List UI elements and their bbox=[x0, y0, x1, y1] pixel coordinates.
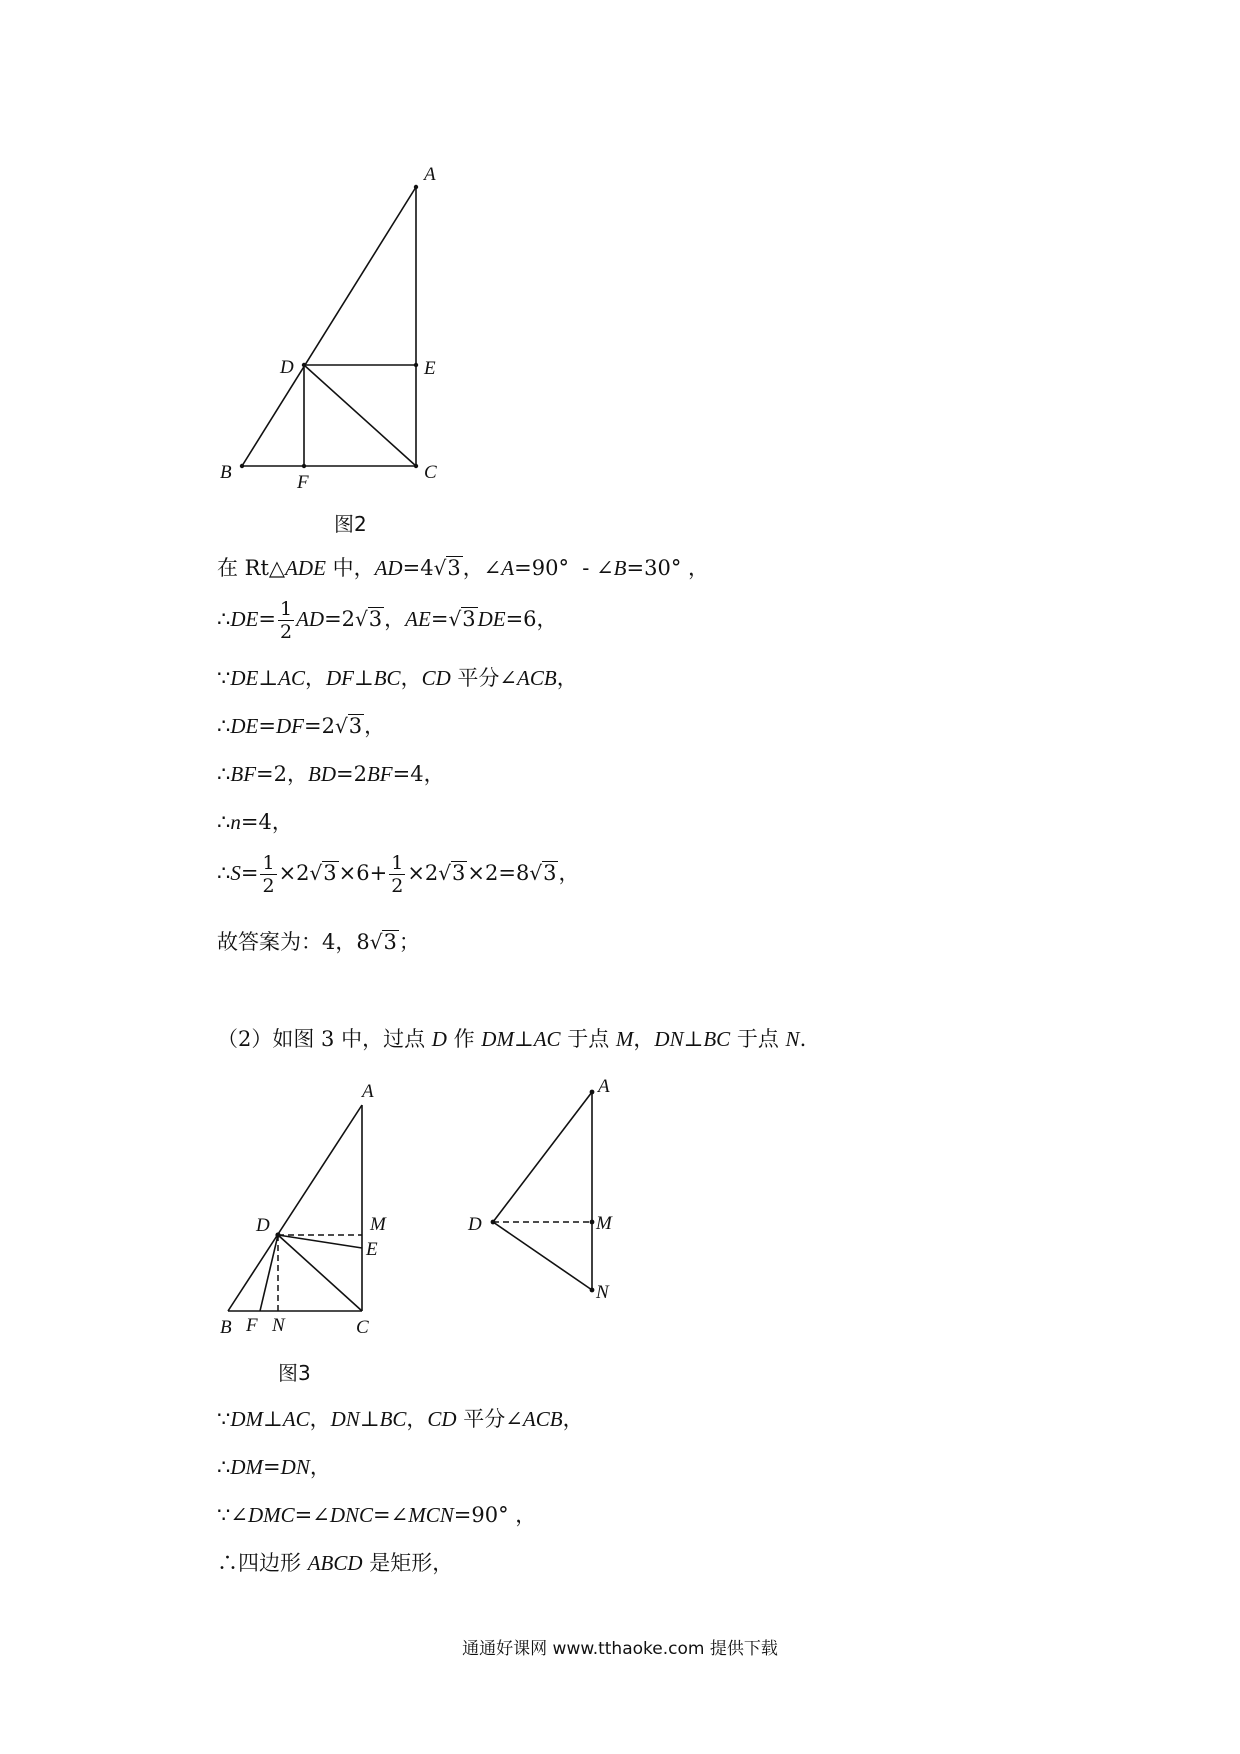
label-E: E bbox=[424, 358, 436, 379]
solution-line-1: 在 Rt△ADE 中，AD=4√3，∠A=90° - ∠B=30° ， bbox=[217, 556, 709, 580]
label-D: D bbox=[256, 1215, 270, 1236]
solution-line-7: ∴S= $\frac{1}{2}$ ×2√3×6+ $\frac{1}{2}$ ×2√3×2=8√3， bbox=[217, 852, 580, 897]
label-M: M bbox=[370, 1214, 386, 1235]
solution2-line-2: ∴DM=DN， bbox=[217, 1455, 331, 1479]
label-F: F bbox=[297, 472, 309, 493]
solution-line-5: ∴BF=2，BD=2BF=4， bbox=[217, 762, 445, 786]
label-B: B bbox=[220, 462, 232, 483]
label-E: E bbox=[366, 1239, 378, 1260]
solution2-line-4: ∴四边形 ABCD 是矩形， bbox=[217, 1551, 454, 1575]
solution-line-2: ∴DE= $\frac{1}{2}$ AD=2√3，AE=√3DE=6， bbox=[217, 598, 558, 643]
label-N: N bbox=[596, 1282, 609, 1303]
solution-line-6: ∴n=4， bbox=[217, 810, 293, 834]
label-M: M bbox=[596, 1213, 612, 1234]
solution-line-3: ∵DE⊥AC，DF⊥BC，CD 平分∠ACB， bbox=[217, 666, 578, 690]
label-B: B bbox=[220, 1317, 232, 1338]
label-A: A bbox=[362, 1081, 374, 1102]
label-N: N bbox=[272, 1315, 285, 1336]
figure-3-left bbox=[210, 1075, 410, 1345]
label-D: D bbox=[280, 357, 294, 378]
solution-line-8: 故答案为：4，8√3； bbox=[217, 930, 420, 954]
figure-3-right bbox=[460, 1070, 630, 1320]
label-A: A bbox=[424, 164, 436, 185]
label-C: C bbox=[424, 462, 437, 483]
figure-2 bbox=[200, 150, 460, 500]
figure-2-caption: 图2 bbox=[334, 512, 367, 536]
label-F: F bbox=[246, 1315, 258, 1336]
figure-3-left-diagram bbox=[210, 1075, 410, 1345]
solution-line-4: ∴DE=DF=2√3， bbox=[217, 714, 386, 738]
solution2-line-1: ∵DM⊥AC，DN⊥BC，CD 平分∠ACB， bbox=[217, 1407, 584, 1431]
page-footer: 通通好课网 www.tthaoke.com 提供下载 bbox=[462, 1639, 778, 1659]
figure-3-caption: 图3 bbox=[278, 1361, 311, 1385]
label-C: C bbox=[356, 1317, 369, 1338]
part-2-intro: （2）如图 3 中，过点 D 作 DM⊥AC 于点 M，DN⊥BC 于点 N. bbox=[217, 1027, 807, 1051]
label-D: D bbox=[468, 1214, 482, 1235]
solution2-line-3: ∵∠DMC=∠DNC=∠MCN=90° ， bbox=[217, 1503, 537, 1527]
figure-2-diagram bbox=[200, 150, 460, 500]
figure-3-right-diagram bbox=[460, 1070, 630, 1320]
label-A: A bbox=[598, 1076, 610, 1097]
